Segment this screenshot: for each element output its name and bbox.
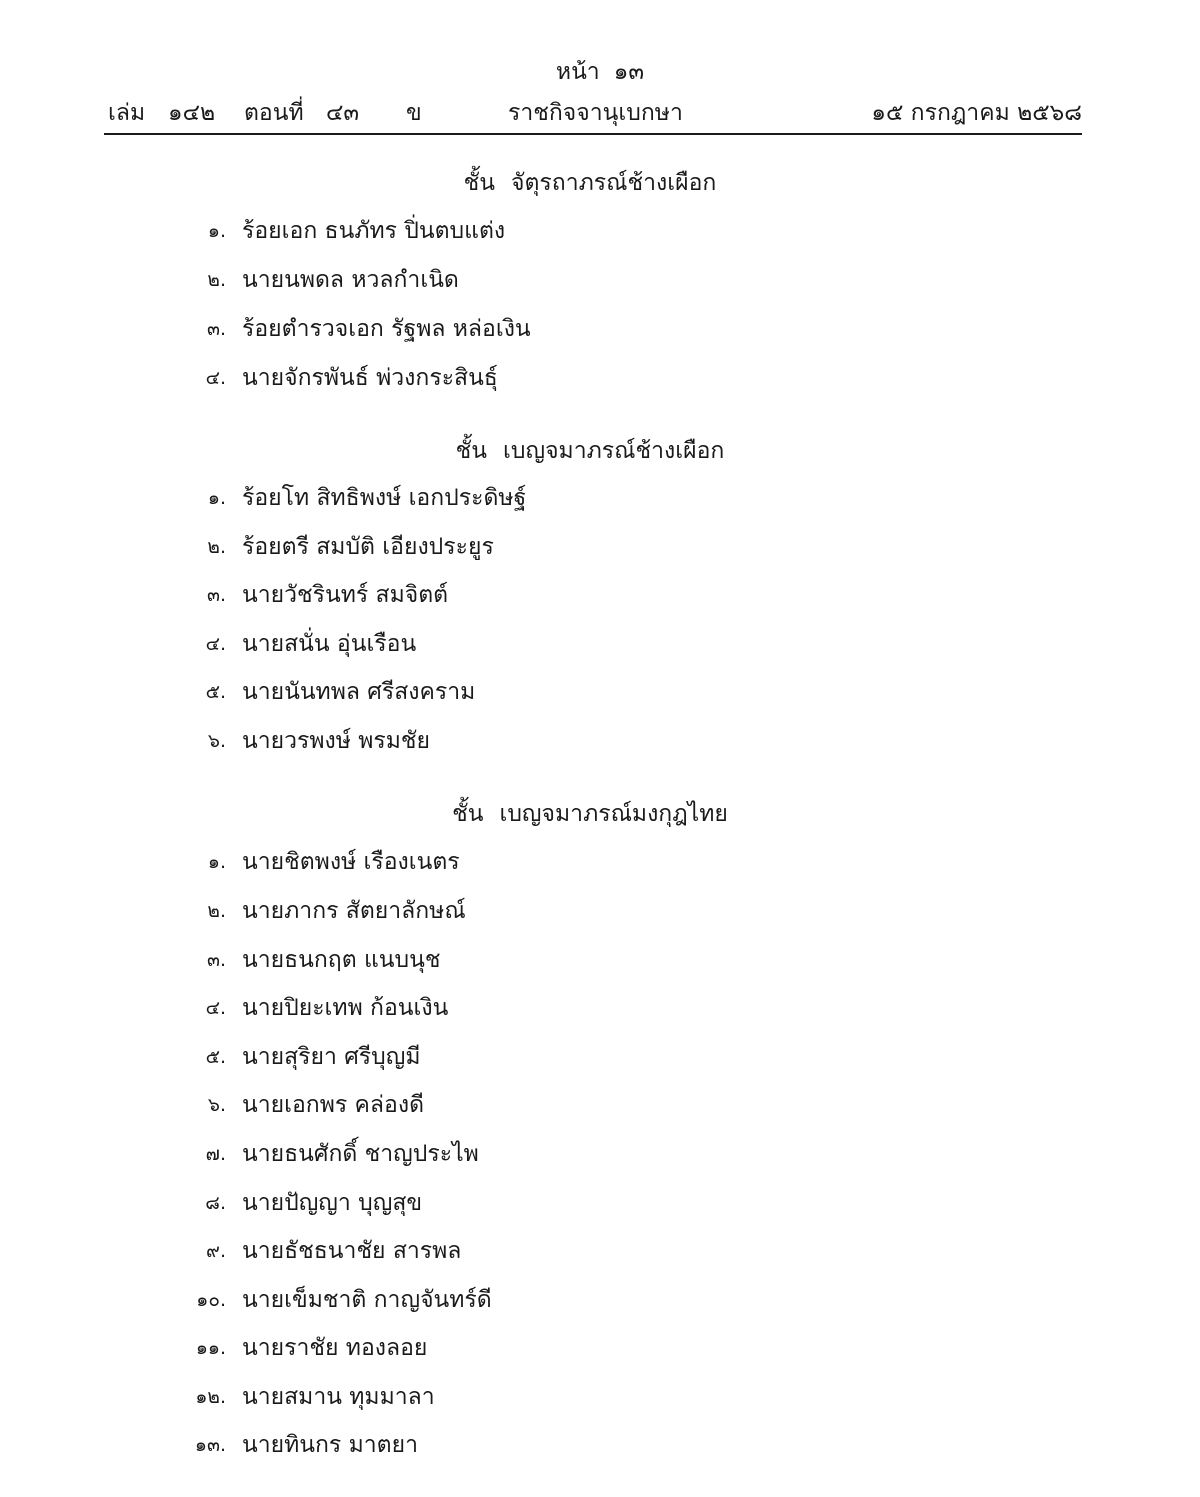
list-item-name: นายภากร สัตยาลักษณ์ — [242, 898, 466, 924]
list-item-number: ๓. — [206, 318, 226, 340]
gazette-header — [104, 96, 1082, 130]
list-item-number: ๒. — [207, 536, 226, 558]
section-title-3 — [290, 797, 890, 831]
list-item-number: ๕. — [205, 681, 226, 703]
list-item-number: ๖. — [207, 730, 226, 752]
volume-label: เล่ม — [108, 100, 146, 126]
list-item-number: ๓. — [206, 949, 226, 971]
list-item-number: ๖. — [207, 1094, 226, 1116]
issue-label: ตอนที่ — [244, 100, 304, 126]
list-item-name: นายวรพงษ์ พรมชัย — [242, 728, 431, 754]
list-item-name: นายนพดล หวลกำเนิด — [242, 267, 459, 293]
list-item-number: ๔. — [205, 633, 226, 655]
list-item-name: ร้อยเอก ธนภัทร ปิ่นตบแต่ง — [242, 218, 506, 244]
list-item-number: ๒. — [207, 269, 226, 291]
section-title-text: จัตุรถาภรณ์ช้างเผือก — [511, 170, 717, 196]
issue-number: ๔๓ — [326, 100, 360, 126]
list-item-name: นายสมาน ทุมมาลา — [242, 1384, 435, 1410]
publication-date: ๑๕ กรกฎาคม ๒๕๖๘ — [871, 100, 1082, 126]
list-item-name: นายธนศักดิ์ ชาญประไพ — [242, 1141, 479, 1167]
list-item-number: ๒. — [207, 900, 226, 922]
list-item-number: ๔. — [205, 997, 226, 1019]
list-item-name: นายทินกร มาตยา — [242, 1432, 418, 1458]
list-item-name: นายสุริยา ศรีบุญมี — [242, 1044, 421, 1070]
list-item-name: นายเข็มชาติ กาญจันทร์ดี — [242, 1287, 492, 1313]
list-item-name: ร้อยโท สิทธิพงษ์ เอกประดิษฐ์ — [242, 485, 527, 511]
journal-title: ราชกิจจานุเบกษา — [508, 100, 683, 126]
list-item-number: ๑๒. — [195, 1386, 226, 1408]
list-item-number: ๙. — [206, 1240, 226, 1262]
list-item-name: นายธนกฤต แนบนุช — [242, 947, 441, 973]
section-class-word: ชั้น — [463, 170, 496, 196]
list-item-name: นายชิตพงษ์ เรืองเนตร — [242, 849, 460, 875]
list-item-name: นายสนั่น อุ่นเรือน — [242, 631, 417, 657]
page-label: หน้า — [555, 59, 600, 85]
list-item-name: ร้อยตำรวจเอก รัฐพล หล่อเงิน — [242, 316, 531, 342]
page-number — [0, 56, 1200, 88]
section-letter: ข — [406, 100, 422, 126]
section-title-text: เบญจมาภรณ์มงกุฎไทย — [499, 801, 728, 827]
list-item-name: นายเอกพร คล่องดี — [242, 1092, 425, 1118]
list-item-number: ๑. — [207, 220, 226, 242]
section-title-text: เบญจมาภรณ์ช้างเผือก — [503, 438, 725, 464]
list-item-number: ๑. — [207, 487, 226, 509]
list-item-number: ๘. — [205, 1192, 226, 1214]
list-item-number: ๑๓. — [194, 1434, 226, 1456]
header-divider — [104, 133, 1082, 135]
volume-number: ๑๔๒ — [168, 100, 216, 126]
list-item-name: นายจักรพันธ์ พ่วงกระสินธุ์ — [242, 365, 498, 391]
list-item-name: นายวัชรินทร์ สมจิตต์ — [242, 582, 449, 608]
list-item-name: ร้อยตรี สมบัติ เอียงประยูร — [242, 534, 494, 560]
list-item-name: นายธัชธนาชัย สารพล — [242, 1238, 462, 1264]
list-item-name: นายปัญญา บุญสุข — [242, 1190, 423, 1216]
section-class-word: ชั้น — [455, 438, 488, 464]
list-item-number: ๑๑. — [195, 1337, 226, 1359]
page-number-value: ๑๓ — [613, 59, 645, 85]
list-item-number: ๓. — [206, 584, 226, 606]
list-item-number: ๕. — [205, 1046, 226, 1068]
list-item-number: ๑. — [207, 851, 226, 873]
section-class-word: ชั้น — [452, 801, 484, 827]
list-item-name: นายราชัย ทองลอย — [242, 1335, 428, 1361]
list-item-name: นายนันทพล ศรีสงคราม — [242, 679, 476, 705]
list-item-name: นายปิยะเทพ ก้อนเงิน — [242, 995, 449, 1021]
list-item-number: ๔. — [205, 367, 226, 389]
list-item-number: ๗. — [205, 1143, 226, 1165]
section-title-2 — [290, 434, 890, 468]
section-title-1 — [290, 166, 890, 200]
list-item-number: ๑๐. — [196, 1289, 226, 1311]
